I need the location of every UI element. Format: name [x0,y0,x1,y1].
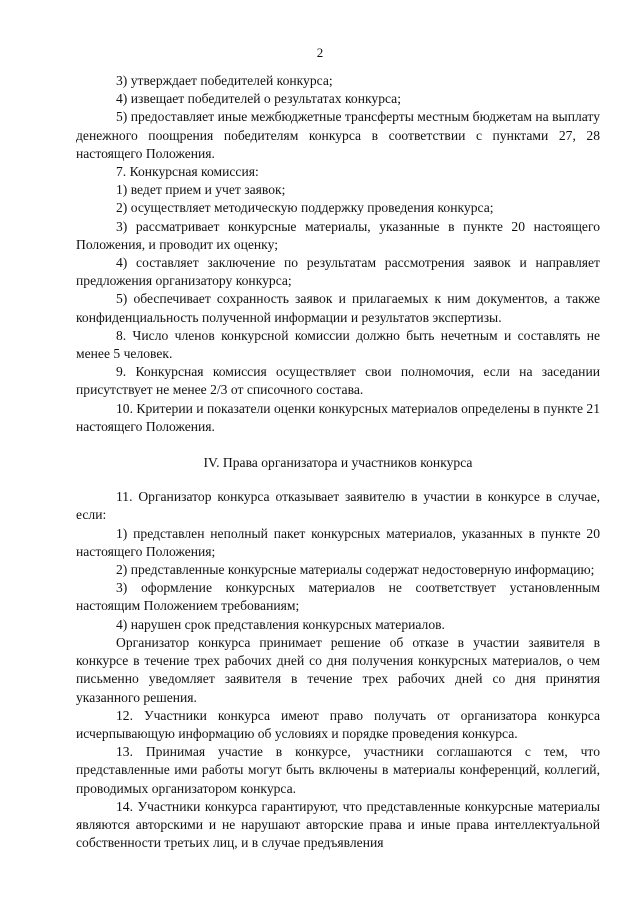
paragraph: 7. Конкурсная комиссия: [116,164,259,180]
paragraph: 2) осуществляет методическую поддержку проведения конкурса; [116,200,494,216]
paragraph: 11. Организатор конкурса отказывает заявителю в участии в конкурсе в случае, если: [76,489,600,523]
document-body [76,72,600,852]
paragraph: 1) ведет прием и учет заявок; [116,182,286,198]
paragraph: 10. Критерии и показатели оценки конкурсных материалов определены в пункте 21 настоящего Положения. [76,400,600,434]
paragraph: 5) обеспечивает сохранность заявок и прилагаемых к ним документов, а также конфиденциальность полученной информации и результатов экспертизы. [76,291,600,325]
paragraph: 4) составляет заключение по результатам рассмотрения заявок и направляет предложения организатору конкурса; [76,255,600,289]
paragraph: 4) извещает победителей о результатах конкурса; [116,91,401,107]
paragraph: 14. Участники конкурса гарантируют, что представленные конкурсные материалы являются авторскими и не нарушают авторские права и иные права интеллектуальной собственности третьих лиц, и в случае предъявления [76,798,600,851]
paragraph: 9. Конкурсная комиссия осуществляет свои полномочия, если на заседании присутствует не менее 2/3 от списочного состава. [76,364,600,398]
paragraph: 8. Число членов конкурсной комиссии должно быть нечетным и составлять не менее 5 человек. [76,327,600,362]
page-number: 2 [316,45,324,60]
paragraph: 3) утверждает победителей конкурса; [116,73,333,88]
paragraph: 5) предоставляет иные межбюджетные трансферты местным бюджетам на выплату денежного поощрения победителям конкурса в соответствии с пунктами 27, 28 настоящего Положения. [76,109,600,161]
paragraph: 12. Участники конкурса имеют право получать от организатора конкурса исчерпывающую информацию об условиях и порядке проведения конкурса. [76,707,600,741]
section-heading: IV. Права организатора и участников конкурса [203,455,473,471]
paragraph: 3) оформление конкурсных материалов не соответствует установленным настоящим Положением требованиям; [76,580,600,614]
paragraph: 3) рассматривает конкурсные материалы, указанные в пункте 20 настоящего Положения, и проводит их оценку; [76,218,600,252]
paragraph: 13. Принимая участие в конкурсе, участники соглашаются с тем, что представленные ими работы могут быть включены в материалы конференций, коллегий, проводимых организатором конкурса. [76,744,600,796]
paragraph: Организатор конкурса принимает решение об отказе в участии заявителя в конкурсе в течение трех рабочих дней со дня получения конкурсных материалов, о чем письменно уведомляет заявителя в течение трех рабочих дней со дня принятия указанного решения. [76,634,600,705]
paragraph: 4) нарушен срок представления конкурсных материалов. [116,616,445,632]
paragraph: 2) представленные конкурсные материалы содержат недостоверную информацию; [116,562,595,578]
paragraph: 1) представлен неполный пакет конкурсных материалов, указанных в пункте 20 настоящего Положения; [76,525,600,559]
